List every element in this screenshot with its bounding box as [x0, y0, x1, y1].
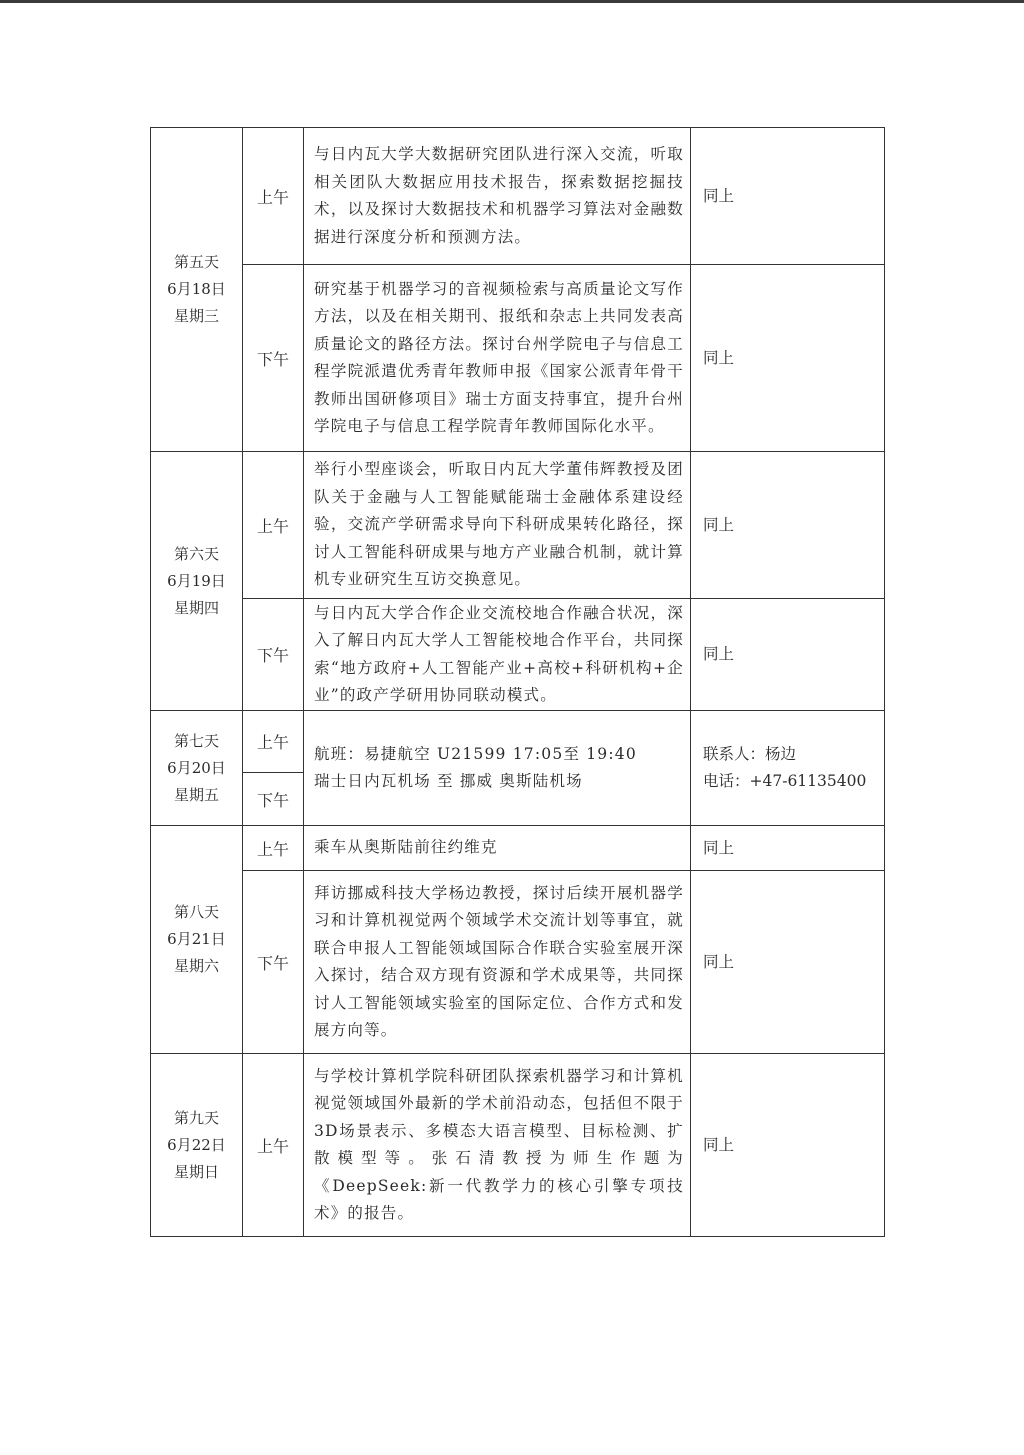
- day-name: 第九天: [173, 1108, 219, 1127]
- contact-cell: 同上: [691, 265, 885, 452]
- period-afternoon: 下午: [243, 599, 304, 711]
- day-name: 第六天: [173, 544, 219, 563]
- day-weekday: 星期日: [173, 1162, 219, 1181]
- period-morning: 上午: [243, 1054, 304, 1237]
- day-cell: [151, 1054, 243, 1237]
- day-name: 第七天: [173, 731, 219, 750]
- contact-cell: 同上: [691, 871, 885, 1054]
- day-weekday: 星期五: [173, 785, 219, 804]
- activity-content: 乘车从奥斯陆前往约维克: [304, 826, 691, 871]
- day-cell: [151, 826, 243, 1054]
- day-name: 第五天: [173, 253, 219, 271]
- activity-content: 与学校计算机学院科研团队探索机器学习和计算机视觉领域国外最新的学术前沿动态，包括但不限于3D场景表示、多模态大语言模型、目标检测、扩散模型等。张石清教授为师生作题为《DeepSeek:新一代教学力的核心引擎专项技术》的报告。: [304, 1054, 691, 1237]
- day-weekday: 星期六: [173, 957, 219, 975]
- day-date: 6月20日: [167, 758, 226, 777]
- contact-cell: [691, 711, 885, 826]
- page-top-border: [0, 0, 1024, 3]
- table-row: [151, 711, 885, 773]
- day-cell: [151, 711, 243, 826]
- activity-content: 研究基于机器学习的音视频检索与高质量论文写作方法，以及在相关期刊、报纸和杂志上共同发表高质量论文的路径方法。探讨台州学院电子与信息工程学院派遣优秀青年教师申报《国家公派青年骨干教师出国研修项目》瑞士方面支持事宜，提升台州学院电子与信息工程学院青年教师国际化水平。: [304, 265, 691, 452]
- contact-cell: 同上: [691, 599, 885, 711]
- activity-content: 与日内瓦大学合作企业交流校地合作融合状况，深入了解日内瓦大学人工智能校地合作平台，共同探索“地方政府+人工智能产业+高校+科研机构+企业”的政产学研用协同联动模式。: [304, 599, 691, 711]
- period-afternoon: 下午: [243, 265, 304, 452]
- schedule-table: [150, 127, 885, 1237]
- activity-content: 举行小型座谈会，听取日内瓦大学董伟辉教授及团队关于金融与人工智能赋能瑞士金融体系建设经验，交流产学研需求导向下科研成果转化路径，探讨人工智能科研成果与地方产业融合机制，就计算机专业研究生互访交换意见。: [304, 452, 691, 599]
- table-row: [151, 265, 885, 452]
- day-name: 第八天: [173, 903, 219, 921]
- day-weekday: 星期三: [173, 307, 219, 325]
- contact-cell: 同上: [691, 128, 885, 265]
- period-afternoon: 下午: [243, 871, 304, 1054]
- contact-cell: 同上: [691, 1054, 885, 1237]
- table-row: [151, 599, 885, 711]
- flight-line: 航班：易捷航空 U21599 17:05至 19:40: [314, 744, 637, 763]
- flight-info: [304, 711, 691, 826]
- activity-content: 拜访挪威科技大学杨边教授，探讨后续开展机器学习和计算机视觉两个领域学术交流计划等事宜，就联合申报人工智能领域国际合作联合实验室展开深入探讨，结合双方现有资源和学术成果等，共同探讨人工智能领域实验室的国际定位、合作方式和发展方向等。: [304, 871, 691, 1054]
- contact-person: 联系人：杨边: [703, 745, 797, 763]
- day-date: 6月22日: [167, 1135, 226, 1154]
- contact-cell: 同上: [691, 452, 885, 599]
- period-morning: 上午: [243, 826, 304, 871]
- day-weekday: 星期四: [173, 598, 219, 617]
- route-line: 瑞士日内瓦机场 至 挪威 奥斯陆机场: [314, 772, 583, 790]
- contact-phone: 电话：+47-61135400: [703, 772, 867, 790]
- period-afternoon: 下午: [243, 773, 304, 826]
- contact-cell: 同上: [691, 826, 885, 871]
- table-row: [151, 128, 885, 265]
- table-row: [151, 826, 885, 871]
- day-date: 6月18日: [167, 280, 226, 298]
- day-date: 6月19日: [167, 571, 226, 590]
- day-date: 6月21日: [167, 930, 226, 948]
- table-row: [151, 871, 885, 1054]
- day-cell: [151, 128, 243, 452]
- period-morning: 上午: [243, 452, 304, 599]
- day-cell: [151, 452, 243, 711]
- table-row: [151, 1054, 885, 1237]
- period-morning: 上午: [243, 128, 304, 265]
- activity-content: 与日内瓦大学大数据研究团队进行深入交流，听取相关团队大数据应用技术报告，探索数据挖掘技术，以及探讨大数据技术和机器学习算法对金融数据进行深度分析和预测方法。: [304, 128, 691, 265]
- table-row: [151, 452, 885, 599]
- period-morning: 上午: [243, 711, 304, 773]
